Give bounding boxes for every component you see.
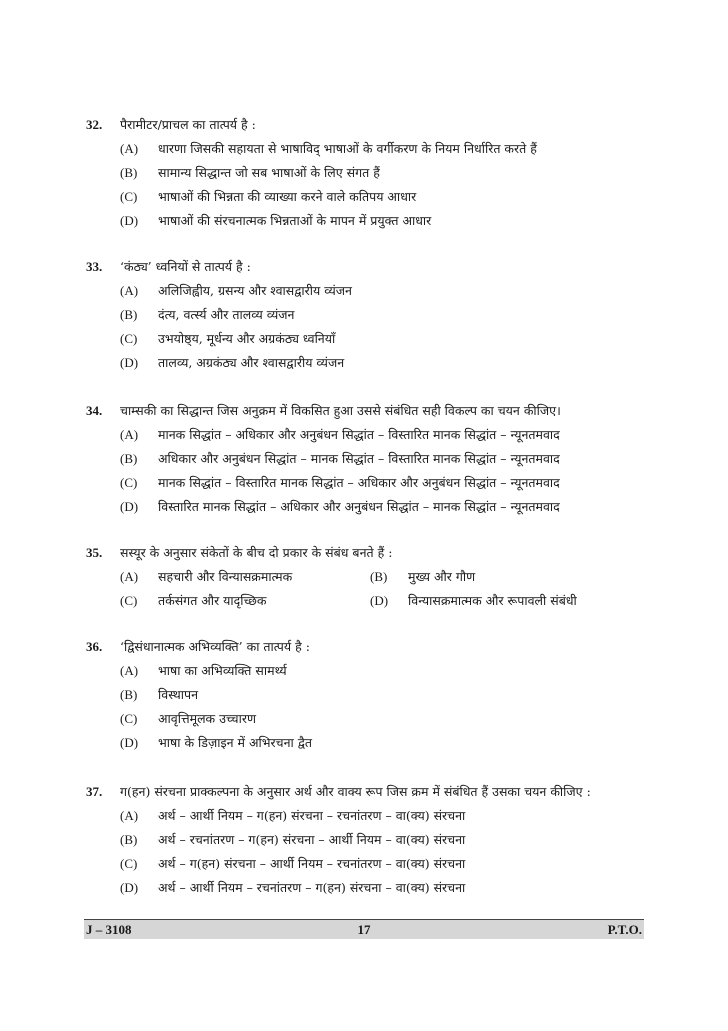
option-b: (B) विस्थापन [120,687,199,702]
question-text: ‘कंठ्य’ ध्वनियों से तात्पर्य है : [120,259,251,274]
paper-code: J – 3108 [86,921,132,937]
question-36 [86,638,646,752]
question-text: पैरामीटर/प्राचल का तात्पर्य है : [120,117,256,132]
option-c: (C) भाषाओं की भिन्नता की व्याख्या करने वाले कतिपय आधार [120,189,417,204]
question-number: 36. [86,639,103,654]
question-text: चाम्सकी का सिद्धान्त जिस अनुक्रम में विकसित हुआ उससे संबंधित सही विकल्प का चयन कीजिए। [120,403,561,418]
question-number: 32. [86,117,103,132]
option-c: (C) उभयोष्ठ्य, मूर्धन्य और अग्रकंठ्य ध्वनियाँ [120,331,336,346]
option-c: (C) अर्थ – ग(हन) संरचना – आर्थी नियम – रचनांतरण – वा(क्य) संरचना [120,856,466,871]
question-number: 33. [86,259,103,274]
option-c: (C) तर्कसंगत और यादृच्छिक [120,593,267,608]
option-a: (A) धारणा जिसकी सहायता से भाषाविद् भाषाओं के वर्गीकरण के नियम निर्धारित करते हैं [120,141,537,156]
option-b: (B) मुख्य और गौण [370,569,476,584]
option-b: (B) सामान्य सिद्धान्त जो सब भाषाओं के लिए संगत हैं [120,165,380,180]
option-b: (B) अधिकार और अनुबंधन सिद्धांत – मानक सिद्धांत – विस्तारित मानक सिद्धांत – न्यूनतमवाद [120,451,560,466]
option-a: (A) भाषा का अभिव्यक्ति सामर्थ्य [120,663,287,678]
option-a: (A) सहचारी और विन्यासक्रमात्मक [120,569,293,584]
question-number: 34. [86,403,103,418]
option-a: (A) मानक सिद्धांत – अधिकार और अनुबंधन सिद्धांत – विस्तारित मानक सिद्धांत – न्यूनतमवाद [120,427,560,442]
option-d: (D) तालव्य, अग्रकंठ्य और श्वासद्वारीय व्यंजन [120,355,345,370]
question-number: 37. [86,784,103,799]
option-d: (D) भाषा के डिज़ाइन में अभिरचना द्वैत [120,735,313,750]
option-d: (D) विन्यासक्रमात्मक और रूपावली संबंधी [370,593,577,608]
option-a: (A) अलिजिह्वीय, ग्रसन्य और श्वासद्वारीय व्यंजन [120,283,352,298]
question-34 [86,402,646,516]
page-footer [84,919,644,939]
option-d: (D) अर्थ – आर्थी नियम – रचनांतरण – ग(हन) संरचना – वा(क्य) संरचना [120,880,466,895]
option-a: (A) अर्थ – आर्थी नियम – ग(हन) संरचना – रचनांतरण – वा(क्य) संरचना [120,808,466,823]
pto-label: P.T.O. [607,921,642,937]
question-33 [86,258,646,372]
question-number: 35. [86,545,103,560]
option-d: (D) विस्तारित मानक सिद्धांत – अधिकार और अनुबंधन सिद्धांत – मानक सिद्धांत – न्यूनतमवाद [120,499,560,514]
option-c: (C) आवृत्तिमूलक उच्चारण [120,711,257,726]
question-text: सस्यूर के अनुसार संकेतों के बीच दो प्रकार के संबंध बनते हैं : [120,545,393,560]
question-text: ‘द्विसंधानात्मक अभिव्यक्ति’ का तात्पर्य है : [120,639,310,654]
option-b: (B) अर्थ – रचनांतरण – ग(हन) संरचना – आर्थी नियम – वा(क्य) संरचना [120,832,466,847]
question-35 [86,544,646,610]
question-37 [86,783,646,897]
option-d: (D) भाषाओं की संरचनात्मक भिन्नताओं के मापन में प्रयुक्त आधार [120,213,432,228]
question-text: ग(हन) संरचना प्राक्कल्पना के अनुसार अर्थ और वाक्य रूप जिस क्रम में संबंधित हैं उसका चयन कीजिए : [120,784,591,799]
option-b: (B) दंत्य, वर्त्स्य और तालव्य व्यंजन [120,307,295,322]
question-32 [86,116,646,230]
option-c: (C) मानक सिद्धांत – विस्तारित मानक सिद्धांत – अधिकार और अनुबंधन सिद्धांत – न्यूनतमवाद [120,475,560,490]
page-number: 17 [357,921,371,937]
